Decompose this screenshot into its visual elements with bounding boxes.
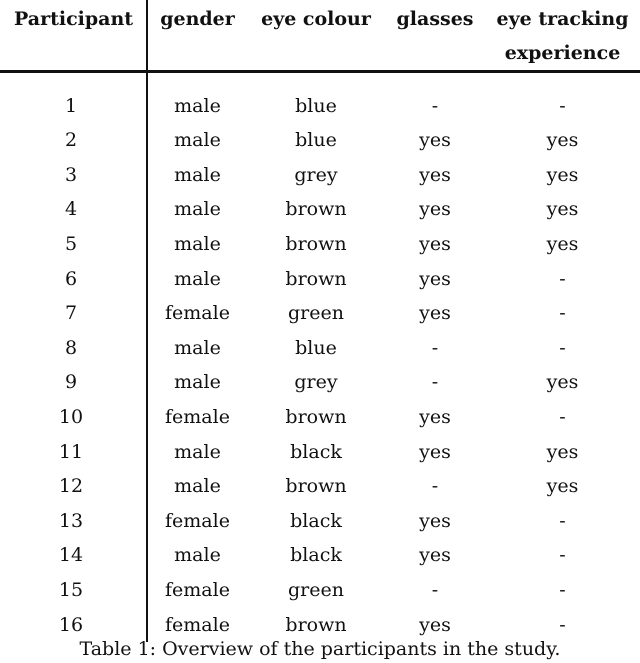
gender-cell: male [174, 475, 221, 498]
participant-cell: 1 [0, 72, 147, 124]
eye-colour-cell: blue [295, 129, 337, 152]
eye-tracking-cell: yes [546, 129, 579, 152]
glasses-cell: yes [419, 198, 451, 221]
participant-cell: 3 [0, 158, 147, 193]
header-row [0, 0, 640, 72]
participant-cell: 7 [0, 296, 147, 331]
participant-cell: 15 [0, 573, 147, 608]
eye-colour-cell: brown [285, 233, 347, 256]
eye-tracking-cell: - [559, 302, 566, 325]
participant-cell: 13 [0, 504, 147, 539]
participant-cell: 14 [0, 538, 147, 573]
eye-tracking-cell: yes [546, 163, 579, 186]
eye-colour-cell: brown [285, 406, 347, 429]
gender-cell: female [165, 509, 230, 532]
gender-cell: female [165, 579, 230, 602]
table-row [0, 434, 640, 469]
glasses-cell: yes [419, 267, 451, 290]
eye-colour-cell: brown [285, 198, 347, 221]
table-row [0, 504, 640, 539]
header-gender: gender [147, 0, 247, 72]
eye-tracking-cell: - [559, 509, 566, 532]
participant-cell: 11 [0, 434, 147, 469]
header-eye-tracking-line1: eye tracking [496, 8, 629, 30]
gender-cell: female [165, 406, 230, 429]
eye-colour-cell: green [288, 579, 344, 602]
eye-tracking-cell: - [559, 336, 566, 359]
table-row [0, 296, 640, 331]
participant-cell: 9 [0, 365, 147, 400]
header-eye-tracking-experience [485, 0, 640, 72]
participant-cell: 8 [0, 331, 147, 366]
glasses-cell: - [431, 579, 439, 602]
glasses-cell: yes [419, 163, 451, 186]
glasses-cell: yes [419, 440, 451, 463]
participant-cell: 12 [0, 469, 147, 504]
eye-colour-cell: grey [294, 163, 338, 186]
table-caption: Table 1: Overview of the participants in the study. [79, 638, 561, 660]
header-participant: Participant [0, 0, 147, 72]
table-row [0, 538, 640, 573]
glasses-cell: yes [419, 129, 451, 152]
eye-tracking-cell: - [559, 267, 566, 290]
table-row [0, 365, 640, 400]
eye-tracking-cell: - [559, 406, 566, 429]
gender-cell: male [174, 163, 221, 186]
table-row [0, 158, 640, 193]
glasses-cell: yes [419, 509, 451, 532]
glasses-cell: - [431, 336, 439, 359]
eye-tracking-cell: yes [546, 233, 579, 256]
eye-tracking-cell: - [559, 613, 566, 636]
gender-cell: female [165, 302, 230, 325]
participant-cell: 10 [0, 400, 147, 435]
table-header [0, 0, 640, 72]
table-body [0, 72, 640, 642]
gender-cell: female [165, 613, 230, 636]
eye-colour-cell: brown [285, 613, 347, 636]
glasses-cell: yes [419, 302, 451, 325]
table-row [0, 469, 640, 504]
eye-colour-cell: brown [285, 475, 347, 498]
gender-cell: male [174, 544, 221, 567]
glasses-cell: - [431, 475, 439, 498]
eye-tracking-cell: yes [546, 475, 579, 498]
eye-colour-cell: black [290, 544, 342, 567]
table-row [0, 331, 640, 366]
eye-colour-cell: grey [294, 371, 338, 394]
gender-cell: male [174, 336, 221, 359]
eye-tracking-cell: yes [546, 371, 579, 394]
gender-cell: male [174, 440, 221, 463]
eye-colour-cell: black [290, 509, 342, 532]
participant-cell: 16 [0, 607, 147, 642]
table-row [0, 400, 640, 435]
header-eye-colour: eye colour [247, 0, 385, 72]
glasses-cell: yes [419, 613, 451, 636]
glasses-cell: yes [419, 233, 451, 256]
glasses-cell: - [431, 371, 439, 394]
eye-colour-cell: blue [295, 95, 337, 117]
table-row [0, 261, 640, 296]
participant-cell: 5 [0, 227, 147, 262]
table-row [0, 227, 640, 262]
eye-colour-cell: blue [295, 336, 337, 359]
gender-cell: male [174, 198, 221, 221]
glasses-cell: yes [419, 406, 451, 429]
participant-cell: 4 [0, 192, 147, 227]
eye-tracking-cell: - [559, 95, 566, 117]
table-row [0, 192, 640, 227]
participant-cell: 6 [0, 261, 147, 296]
eye-colour-cell: green [288, 302, 344, 325]
table-row [0, 123, 640, 158]
gender-cell: male [174, 371, 221, 394]
gender-cell: male [174, 95, 221, 117]
glasses-cell: - [431, 95, 439, 117]
gender-cell: male [174, 129, 221, 152]
gender-cell: male [174, 267, 221, 290]
glasses-cell: yes [419, 544, 451, 567]
header-glasses: glasses [385, 0, 485, 72]
table-row [0, 573, 640, 608]
eye-tracking-cell: yes [546, 198, 579, 221]
participant-cell: 2 [0, 123, 147, 158]
table-row [0, 72, 640, 124]
eye-tracking-cell: - [559, 579, 566, 602]
eye-colour-cell: brown [285, 267, 347, 290]
eye-tracking-cell: yes [546, 440, 579, 463]
eye-colour-cell: black [290, 440, 342, 463]
gender-cell: male [174, 233, 221, 256]
eye-tracking-cell: - [559, 544, 566, 567]
header-eye-tracking-line2: experience [504, 42, 621, 64]
